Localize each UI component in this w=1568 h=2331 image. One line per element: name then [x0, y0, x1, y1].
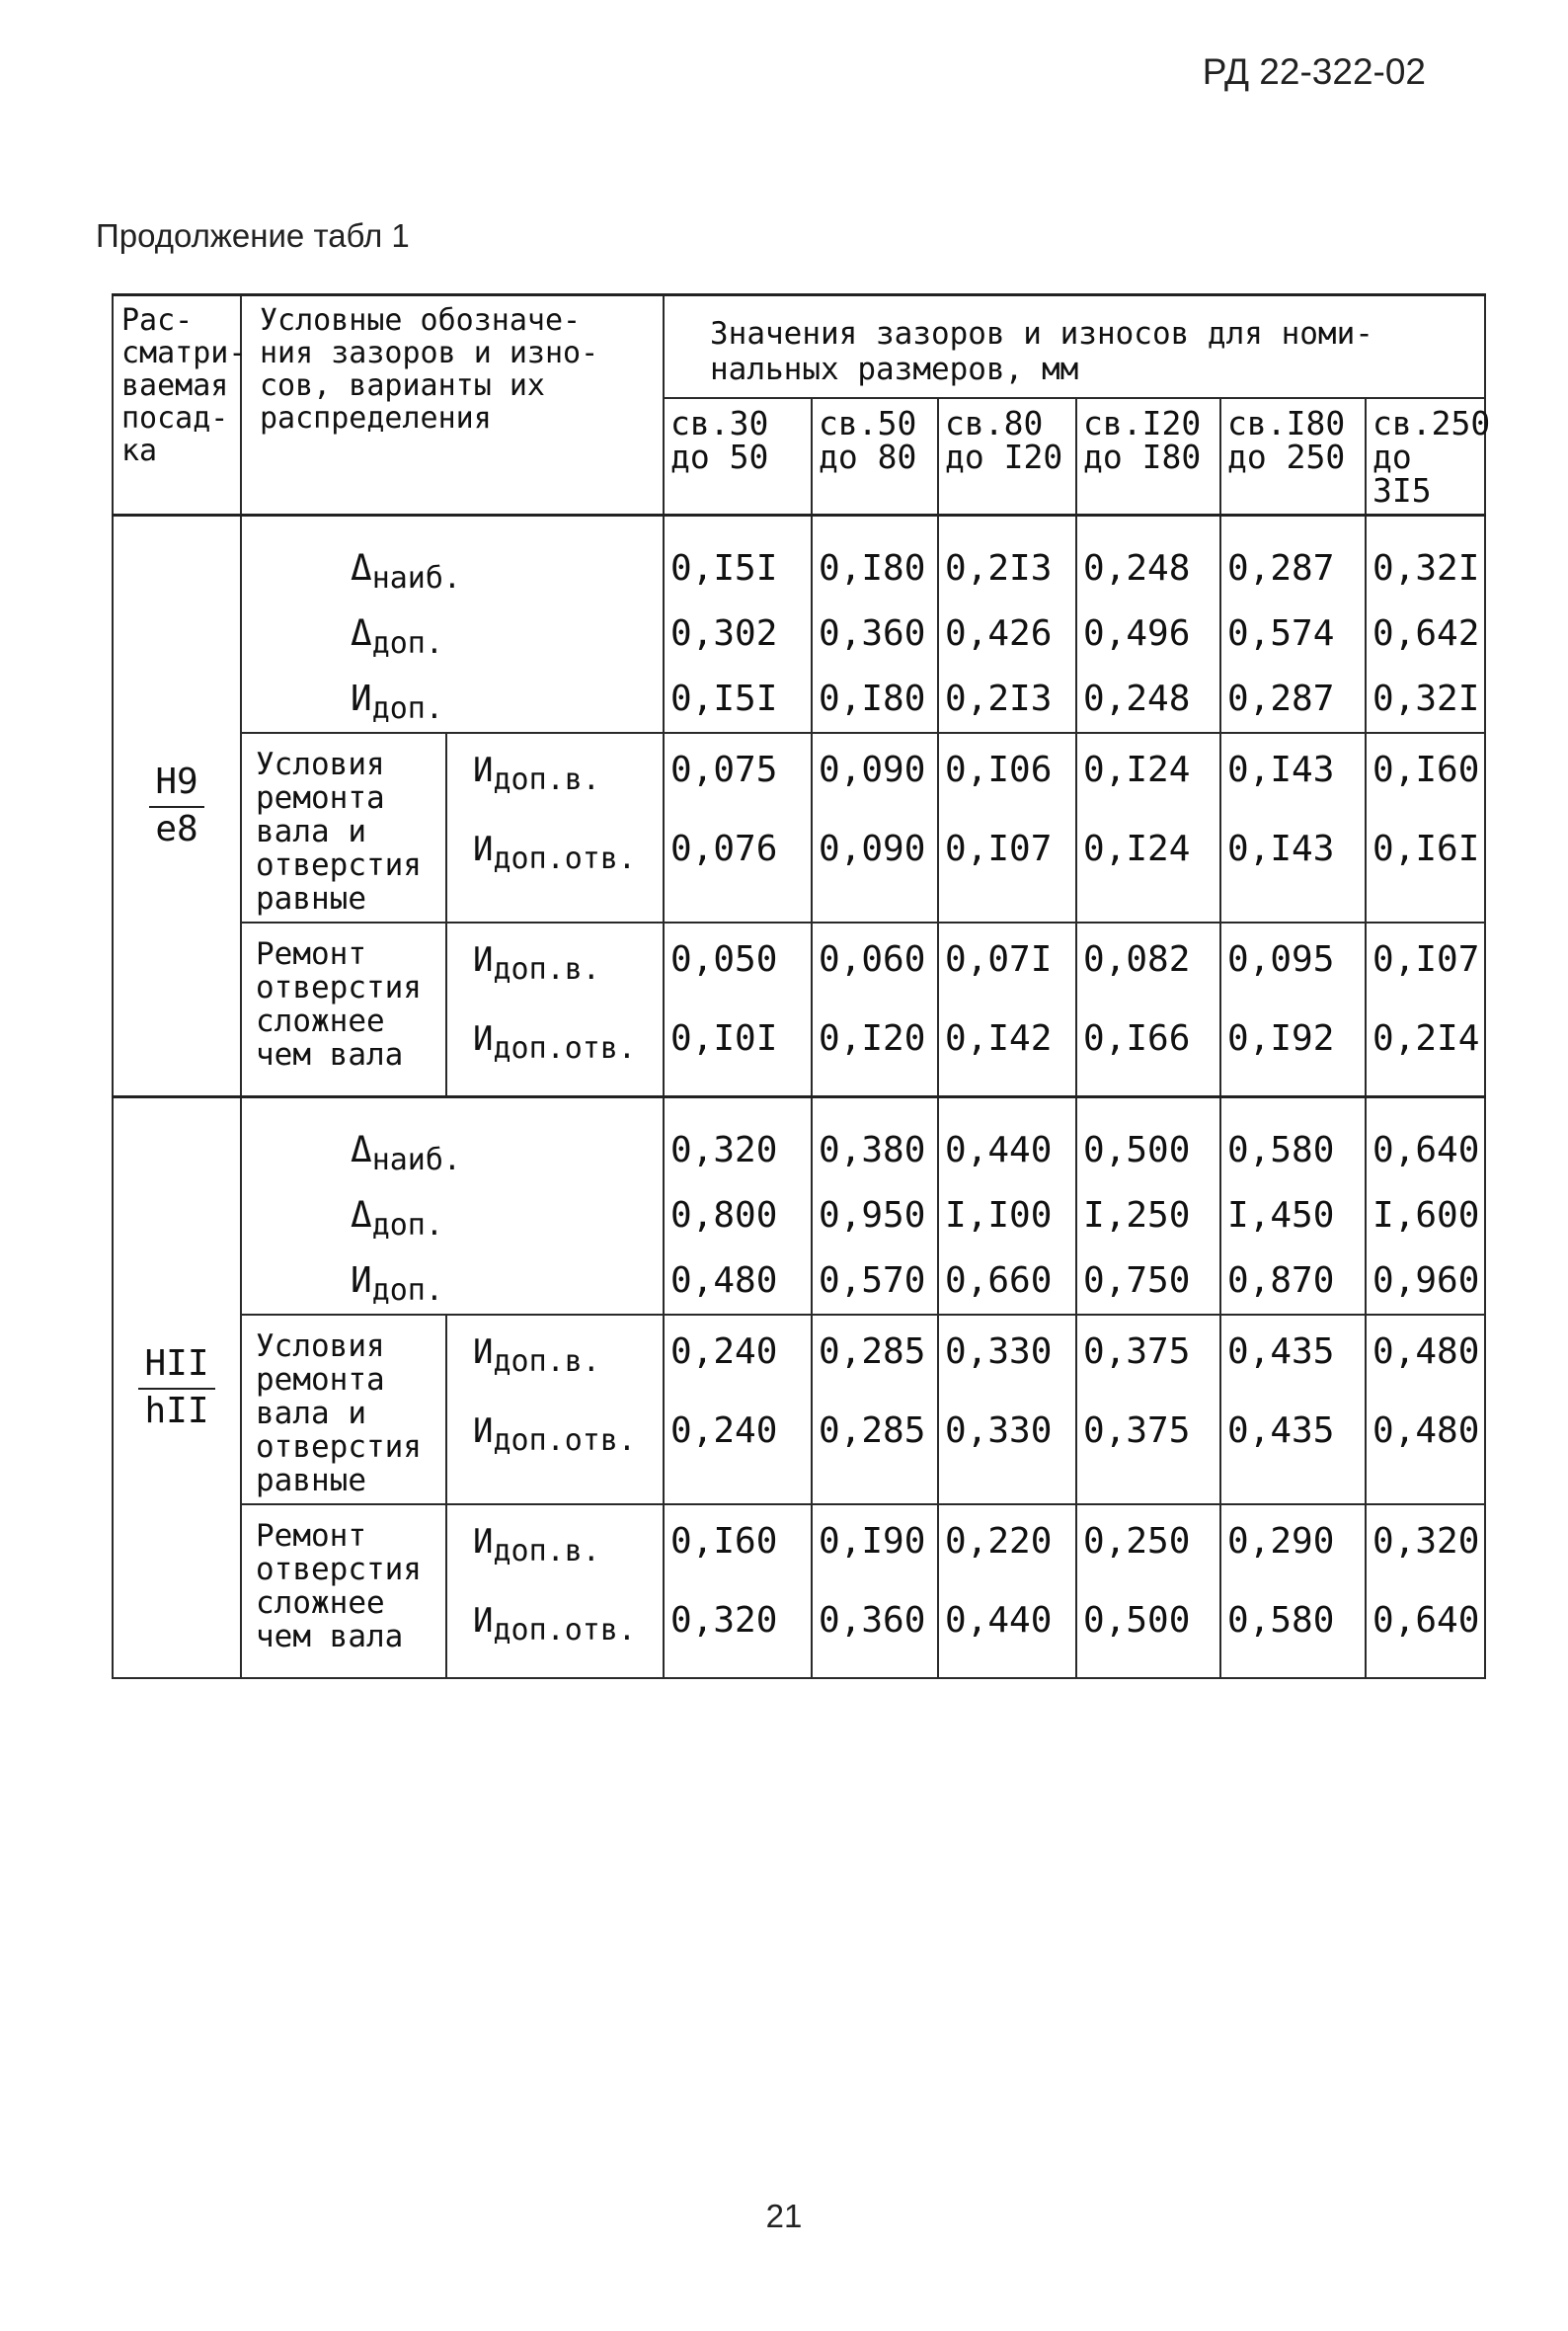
- value-cell: [812, 1315, 938, 1504]
- value-cell: [938, 923, 1076, 1097]
- value-cell: [1076, 733, 1220, 923]
- general-symbols-cell: [241, 1097, 664, 1316]
- value: 0,330: [945, 1331, 1053, 1372]
- variant-condition: [241, 733, 446, 923]
- value: 0,250: [1083, 1521, 1191, 1562]
- value: 0,330: [945, 1410, 1053, 1451]
- value-cell: [1366, 733, 1485, 923]
- symbol-letter: И: [473, 1332, 494, 1372]
- range-header-3: [938, 398, 1076, 516]
- value: 0,I43: [1227, 829, 1335, 869]
- value: 0,285: [819, 1331, 926, 1372]
- value: 0,640: [1372, 1130, 1480, 1170]
- symbol-subscript: наиб.: [371, 1143, 461, 1177]
- value: 0,290: [1227, 1521, 1335, 1562]
- value-list: [1221, 924, 1365, 1095]
- value: 0,375: [1083, 1410, 1191, 1451]
- fit-denominator: hII: [144, 1391, 209, 1431]
- value-cell: [1076, 1097, 1220, 1316]
- value-list: [1077, 924, 1219, 1095]
- range-header-1: [664, 398, 812, 516]
- symbol-letter: Δ: [351, 548, 372, 589]
- general-symbols: [242, 1098, 663, 1314]
- value-cell: [664, 733, 812, 923]
- value-list: [813, 924, 937, 1095]
- value-list: [939, 1505, 1075, 1677]
- fit-cell: [113, 1097, 241, 1679]
- value-cell: [938, 1315, 1076, 1504]
- value-cell: [1366, 1315, 1485, 1504]
- variant-symbols: [446, 1504, 664, 1678]
- value-cell: [938, 733, 1076, 923]
- value-list: [939, 1316, 1075, 1487]
- value-list: [665, 734, 811, 906]
- value-list: [665, 1316, 811, 1487]
- value: 0,I80: [819, 548, 926, 589]
- value: 0,07I: [945, 939, 1053, 980]
- value: 0,240: [670, 1410, 778, 1451]
- value: 0,570: [819, 1260, 926, 1301]
- symbol-subscript: доп.в.: [493, 763, 600, 797]
- value: 0,I5I: [670, 679, 778, 719]
- symbol-label: [351, 667, 663, 732]
- symbol-subscript: доп.отв.: [493, 1031, 636, 1066]
- value-cell: [1076, 923, 1220, 1097]
- value-cell: [664, 1504, 812, 1678]
- value-cell: [664, 923, 812, 1097]
- value-cell: [1220, 1315, 1366, 1504]
- value-cell: [938, 516, 1076, 734]
- symbol-label: [351, 536, 663, 602]
- value: 0,660: [945, 1260, 1053, 1301]
- value: 0,050: [670, 939, 778, 980]
- fit-numerator: HII: [138, 1344, 214, 1390]
- range-label: св.I20 до I80: [1083, 404, 1202, 476]
- symbol-letter: И: [473, 830, 494, 869]
- value-list: [1221, 1505, 1365, 1677]
- value: 0,090: [819, 750, 926, 790]
- fit-denominator: e8: [155, 809, 198, 849]
- variant-row: [113, 1504, 1485, 1678]
- value-cell: [812, 1504, 938, 1678]
- value-list: [939, 924, 1075, 1095]
- value: 0,I90: [819, 1521, 926, 1562]
- value-list: [1221, 517, 1365, 732]
- value: 0,440: [945, 1130, 1053, 1170]
- symbol-label: [473, 937, 663, 1016]
- symbol-subscript: доп.в.: [493, 1344, 600, 1379]
- value-cell: [812, 1097, 938, 1316]
- symbol-label: [473, 1016, 663, 1095]
- value: 0,320: [670, 1600, 778, 1641]
- value-list: [1077, 1098, 1219, 1314]
- value: 0,240: [670, 1331, 778, 1372]
- value: 0,950: [819, 1195, 926, 1236]
- symbol-label: [473, 827, 663, 906]
- value-list: [1221, 734, 1365, 906]
- symbol-label: [473, 1519, 663, 1598]
- value: 0,320: [1372, 1521, 1480, 1562]
- value-list: [939, 517, 1075, 732]
- value: 0,380: [819, 1130, 926, 1170]
- symbol-letter: Δ: [351, 1130, 372, 1170]
- variant-row: [113, 733, 1485, 923]
- value: 0,480: [670, 1260, 778, 1301]
- value: 0,440: [945, 1600, 1053, 1641]
- range-header-6: [1366, 398, 1491, 516]
- symbol-letter: И: [351, 679, 372, 719]
- value: 0,435: [1227, 1410, 1335, 1451]
- value-cell: [664, 1097, 812, 1316]
- value-cell: [664, 516, 812, 734]
- value-list: [813, 1316, 937, 1487]
- value: 0,750: [1083, 1260, 1191, 1301]
- variant-symbols: [446, 733, 664, 923]
- value: 0,480: [1372, 1410, 1480, 1451]
- value-list: [1367, 924, 1484, 1095]
- value-cell: [938, 1504, 1076, 1678]
- value: 0,870: [1227, 1260, 1335, 1301]
- value-list: [1367, 517, 1484, 732]
- value: 0,I07: [1372, 939, 1480, 980]
- condition-label: Ремонт отверстия сложнее чем вала: [256, 936, 422, 1073]
- value-cell: [1220, 733, 1366, 923]
- value: 0,I42: [945, 1018, 1053, 1059]
- fit-cell: [113, 516, 241, 1097]
- symbol-letter: И: [473, 1411, 494, 1451]
- page-number: 21: [765, 2198, 803, 2234]
- value-cell: [812, 923, 938, 1097]
- value-list: [939, 734, 1075, 906]
- value: 0,800: [670, 1195, 778, 1236]
- value-cell: [1220, 516, 1366, 734]
- value: 0,I0I: [670, 1018, 778, 1059]
- range-label: св.250 до 3I5: [1372, 404, 1491, 510]
- variant-symbols: [446, 923, 664, 1097]
- symbol-label: [351, 602, 663, 667]
- value: 0,I06: [945, 750, 1053, 790]
- value-list: [665, 1505, 811, 1677]
- value: 0,640: [1372, 1600, 1480, 1641]
- variant-row: [113, 923, 1485, 1097]
- value: 0,I66: [1083, 1018, 1191, 1059]
- value-list: [1221, 1316, 1365, 1487]
- value-cell: [812, 733, 938, 923]
- value-list: [1367, 1098, 1484, 1314]
- value: I,I00: [945, 1195, 1053, 1236]
- value: 0,095: [1227, 939, 1335, 980]
- value-list: [1077, 734, 1219, 906]
- symbol-letter: Δ: [351, 613, 372, 654]
- value-list: [813, 734, 937, 906]
- value: 0,580: [1227, 1130, 1335, 1170]
- value: 0,2I3: [945, 679, 1053, 719]
- symbol-label: [351, 1248, 663, 1314]
- variant-condition: [241, 923, 446, 1097]
- value: I,250: [1083, 1195, 1191, 1236]
- variant-condition: [241, 1315, 446, 1504]
- value-cell: [1220, 1097, 1366, 1316]
- header-values: Значения зазоров и износов для номи- нальных размеров, мм: [664, 295, 1485, 399]
- value: 0,360: [819, 1600, 926, 1641]
- value: 0,I80: [819, 679, 926, 719]
- value-list: [813, 1098, 937, 1314]
- value: 0,I60: [670, 1521, 778, 1562]
- value: 0,32I: [1372, 548, 1480, 589]
- fit-fraction: [149, 763, 203, 849]
- value: 0,285: [819, 1410, 926, 1451]
- value: 0,435: [1227, 1331, 1335, 1372]
- value-list: [813, 1505, 937, 1677]
- tolerance-table: [112, 293, 1491, 1679]
- general-symbols-cell: [241, 516, 664, 734]
- symbol-subscript: доп.: [371, 1273, 443, 1308]
- value: 0,I07: [945, 829, 1053, 869]
- value-cell: [1366, 1097, 1485, 1316]
- condition-label: Условия ремонта вала и отверстия равные: [256, 747, 422, 917]
- variant-condition: [241, 1504, 446, 1678]
- symbol-subscript: наиб.: [371, 561, 461, 596]
- value: 0,I24: [1083, 829, 1191, 869]
- symbol-label: [473, 1329, 663, 1408]
- value: I,450: [1227, 1195, 1335, 1236]
- value-list: [813, 517, 937, 732]
- symbol-subscript: доп.в.: [493, 952, 600, 987]
- value: 0,I6I: [1372, 829, 1480, 869]
- fit-general-row: [113, 1097, 1485, 1316]
- value: 0,220: [945, 1521, 1053, 1562]
- value: 0,248: [1083, 548, 1191, 589]
- value-cell: [1076, 1315, 1220, 1504]
- symbol-letter: И: [473, 1522, 494, 1562]
- value: 0,320: [670, 1130, 778, 1170]
- value-cell: [1076, 516, 1220, 734]
- symbol-subscript: доп.отв.: [493, 1613, 636, 1648]
- range-header-2: [812, 398, 938, 516]
- value-list: [665, 1098, 811, 1314]
- value-cell: [1220, 923, 1366, 1097]
- value: 0,375: [1083, 1331, 1191, 1372]
- value: 0,I43: [1227, 750, 1335, 790]
- value: 0,960: [1372, 1260, 1480, 1301]
- range-header-5: [1220, 398, 1366, 516]
- variant-symbols: [446, 1315, 664, 1504]
- value-list: [1367, 1505, 1484, 1677]
- value: 0,248: [1083, 679, 1191, 719]
- value: 0,060: [819, 939, 926, 980]
- table-caption: Продолжение табл 1: [96, 217, 410, 254]
- value-list: [939, 1098, 1075, 1314]
- value: 0,090: [819, 829, 926, 869]
- value: 0,360: [819, 613, 926, 654]
- value: 0,480: [1372, 1331, 1480, 1372]
- symbol-subscript: доп.в.: [493, 1534, 600, 1568]
- value: 0,642: [1372, 613, 1480, 654]
- symbol-subscript: доп.: [371, 1208, 443, 1243]
- symbol-label: [351, 1183, 663, 1248]
- header-row: [113, 295, 1485, 399]
- value-cell: [1366, 923, 1485, 1097]
- value-cell: [1366, 516, 1485, 734]
- value: 0,287: [1227, 679, 1335, 719]
- value: 0,I60: [1372, 750, 1480, 790]
- symbol-letter: И: [351, 1260, 372, 1301]
- symbol-letter: И: [473, 940, 494, 980]
- value: 0,574: [1227, 613, 1335, 654]
- value: 0,I92: [1227, 1018, 1335, 1059]
- value-list: [1367, 734, 1484, 906]
- value: 0,I24: [1083, 750, 1191, 790]
- value-list: [1077, 1505, 1219, 1677]
- value-cell: [938, 1097, 1076, 1316]
- document-code: РД 22-322-02: [1202, 51, 1426, 92]
- condition-label: Ремонт отверстия сложнее чем вала: [256, 1518, 422, 1654]
- symbol-label: [473, 1408, 663, 1487]
- value-list: [1077, 517, 1219, 732]
- value: 0,I20: [819, 1018, 926, 1059]
- symbol-label: [473, 1598, 663, 1677]
- range-label: св.50 до 80: [819, 404, 917, 476]
- symbol-subscript: доп.: [371, 691, 443, 726]
- value: 0,32I: [1372, 679, 1480, 719]
- value: 0,082: [1083, 939, 1191, 980]
- value-list: [1077, 1316, 1219, 1487]
- condition-label: Условия ремонта вала и отверстия равные: [256, 1328, 422, 1498]
- value: 0,500: [1083, 1130, 1191, 1170]
- value: 0,2I4: [1372, 1018, 1480, 1059]
- symbol-subscript: доп.: [371, 626, 443, 661]
- symbol-letter: И: [473, 751, 494, 790]
- value: 0,075: [670, 750, 778, 790]
- value: 0,500: [1083, 1600, 1191, 1641]
- header-fit: Рас- сматри- ваемая посад- ка: [113, 295, 241, 516]
- value: 0,287: [1227, 548, 1335, 589]
- range-label: св.80 до I20: [945, 404, 1063, 476]
- variant-row: [113, 1315, 1485, 1504]
- range-label: св.I80 до 250: [1227, 404, 1346, 476]
- value-cell: [1366, 1504, 1485, 1678]
- value-list: [1221, 1098, 1365, 1314]
- range-label: св.30 до 50: [670, 404, 769, 476]
- symbol-label: [473, 748, 663, 827]
- value-list: [665, 517, 811, 732]
- value: 0,076: [670, 829, 778, 869]
- value: 0,I5I: [670, 548, 778, 589]
- symbol-subscript: доп.отв.: [493, 842, 636, 876]
- fit-numerator: H9: [149, 763, 203, 808]
- range-header-4: [1076, 398, 1220, 516]
- value-cell: [1076, 1504, 1220, 1678]
- symbol-letter: И: [473, 1601, 494, 1641]
- value: 0,302: [670, 613, 778, 654]
- value-cell: [1220, 1504, 1366, 1678]
- fit-general-row: [113, 516, 1485, 734]
- header-symbols: Условные обозначе- ния зазоров и изно- сов, варианты их распределения: [241, 295, 664, 516]
- value-cell: [812, 516, 938, 734]
- value: 0,580: [1227, 1600, 1335, 1641]
- value: 0,2I3: [945, 548, 1053, 589]
- symbol-letter: И: [473, 1019, 494, 1059]
- value-cell: [664, 1315, 812, 1504]
- general-symbols: [242, 517, 663, 732]
- value: 0,496: [1083, 613, 1191, 654]
- value-list: [1367, 1316, 1484, 1487]
- value: I,600: [1372, 1195, 1480, 1236]
- value: 0,426: [945, 613, 1053, 654]
- value-list: [665, 924, 811, 1095]
- symbol-subscript: доп.отв.: [493, 1423, 636, 1458]
- fit-fraction: [138, 1344, 214, 1431]
- symbol-label: [351, 1118, 663, 1183]
- symbol-letter: Δ: [351, 1195, 372, 1236]
